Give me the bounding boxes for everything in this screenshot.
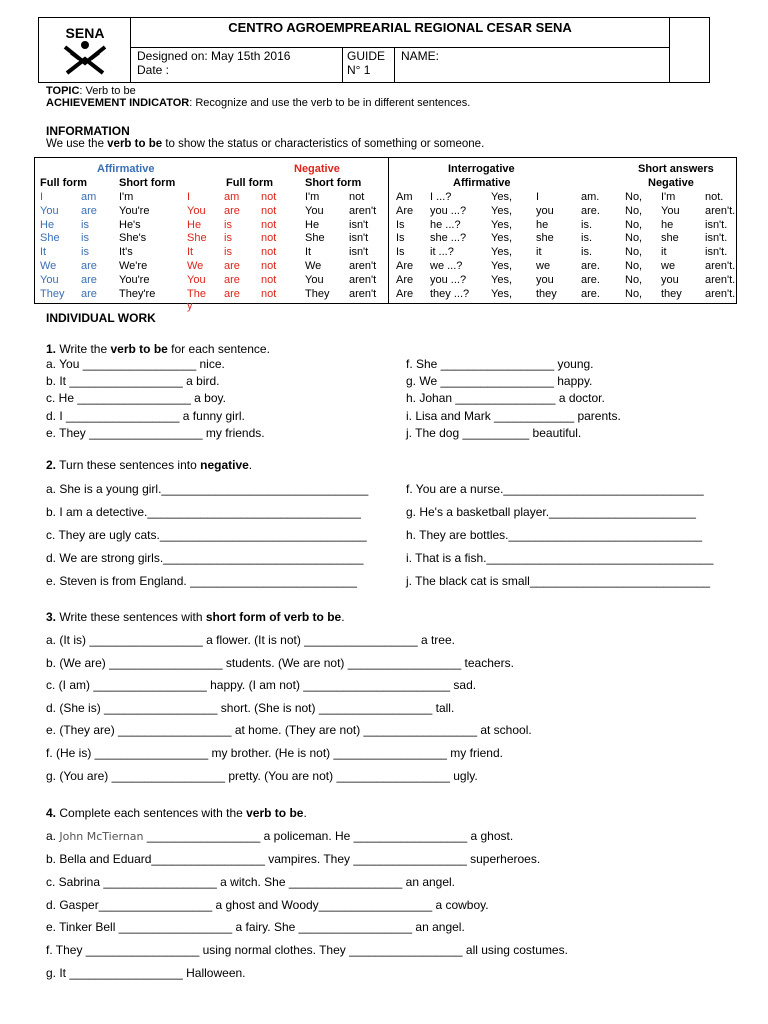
guide-number: N° 1 — [347, 63, 371, 77]
aff-full-pron-row-2: He — [40, 218, 55, 231]
grammar-table — [34, 157, 737, 312]
neg-short-verb-row-3: isn't — [349, 232, 369, 245]
ex4-a-pre: a. — [46, 829, 60, 843]
neg-full-pron-row-2: He — [187, 218, 202, 231]
ex4-a-name: John McTiernan — [59, 830, 144, 843]
ex3-num: 3. — [46, 610, 57, 624]
int-pron-row-3: she ...? — [430, 232, 467, 245]
ex4-post: . — [303, 806, 307, 820]
no-row-7: No, — [625, 287, 643, 300]
ex1-item-1: b. It _________________ a bird. — [46, 374, 220, 389]
int-verb-row-7: Are — [396, 287, 414, 300]
neg-full-verb-row-2: is — [224, 218, 232, 231]
ex3-item-2: c. (I am) _________________ happy. (I am not) ______________________ sad. — [46, 678, 477, 693]
int-pron-row-4: it ...? — [430, 246, 454, 259]
aff-short-row-0: I'm — [119, 191, 134, 203]
neg-short-pron-row-1: You — [305, 204, 324, 217]
no-pron-row-5: we — [661, 260, 676, 272]
no-verb-row-3: isn't. — [705, 232, 728, 245]
aff-short-row-5: We're — [119, 260, 148, 272]
neg-short-verb-row-7: aren't — [349, 287, 377, 300]
yes-pron-row-0: I — [536, 191, 540, 203]
neg-full-pron-row-1: You — [187, 204, 206, 217]
aff-short-row-2: He's — [119, 218, 141, 231]
yes-verb-row-5: are. — [581, 260, 600, 272]
neg-full-pron-row-5: We — [187, 260, 204, 272]
yes-row-3: Yes, — [491, 232, 513, 245]
no-pron-row-0: I'm — [661, 191, 676, 203]
ex4-bold: verb to be — [246, 806, 304, 820]
neg-full-verb-row-0: am — [224, 191, 240, 203]
affirmative-title: Affirmative — [97, 163, 155, 175]
info-bold: verb to be — [107, 138, 163, 150]
topic-value: : Verb to be — [79, 85, 136, 97]
aff-full-verb-row-3: is — [81, 232, 89, 245]
neg-full-verb-row-3: is — [224, 232, 232, 245]
yes-row-6: Yes, — [491, 273, 513, 286]
ex4-num: 4. — [46, 806, 57, 820]
interrogative-title: Interrogative — [448, 163, 515, 175]
guide-label: GUIDE — [347, 49, 386, 63]
neg-full-verb-row-5: are — [224, 260, 240, 272]
ex2-item-1: b. I am a detective.________________________________ — [46, 505, 361, 519]
info-text-after: to show the status or characteristics of something or someone. — [162, 138, 485, 150]
achievement-line — [46, 97, 470, 110]
neg-full-verb-row-6: are — [224, 273, 240, 286]
ex3-item-6: g. (You are) _________________ pretty. (You are not) _________________ ugly. — [46, 768, 478, 783]
ex2-instruction — [46, 458, 252, 472]
yes-row-2: Yes, — [491, 218, 513, 231]
yes-pron-row-6: you — [536, 273, 554, 286]
aff-short-form-header: Short form — [119, 177, 176, 189]
ex1-item-6: g. We _________________ happy. — [406, 374, 593, 389]
neg-full-pron-row-0: I — [187, 191, 191, 203]
yes-pron-row-7: they — [536, 287, 557, 300]
neg-full-not-row-0: not — [261, 191, 277, 203]
neg-full-verb-row-7: are — [224, 287, 240, 300]
neg-short-pron-row-7: They — [305, 287, 330, 300]
yes-pron-row-2: he — [536, 218, 549, 231]
aff-short-row-3: She's — [119, 232, 147, 245]
ex4-item-6: g. It _________________ Halloween. — [46, 966, 246, 980]
aff-full-pron-row-7: They — [40, 287, 65, 300]
aff-full-verb-row-0: am — [81, 191, 97, 203]
neg-short-form-header: Short form — [305, 177, 362, 189]
no-verb-row-1: aren't. — [705, 204, 736, 217]
aff-short-row-4: It's — [119, 246, 133, 259]
no-verb-row-0: not. — [705, 191, 724, 203]
ex4-a-post: _________________ a policeman. He _________________ a ghost. — [143, 829, 514, 843]
ex4-pre: Complete each sentences with the — [56, 806, 247, 820]
ex2-item-7: h. They are bottles._____________________________ — [406, 528, 703, 542]
no-row-3: No, — [625, 232, 643, 245]
no-verb-row-4: isn't. — [705, 246, 728, 259]
name-label: NAME: — [401, 49, 440, 63]
ex3-item-0: a. (It is) _________________ a flower. (It is not) _________________ a tree. — [46, 633, 455, 647]
yes-verb-row-3: is. — [581, 232, 592, 245]
int-verb-row-0: Am — [396, 191, 413, 203]
yes-row-1: Yes, — [491, 204, 513, 217]
ex3-instruction — [46, 610, 345, 624]
no-pron-row-6: you — [661, 273, 679, 286]
aff-full-verb-row-6: are — [81, 273, 97, 286]
no-row-1: No, — [625, 204, 643, 217]
no-row-6: No, — [625, 273, 643, 286]
aff-full-verb-row-5: are — [81, 260, 97, 272]
neg-full-pron-row-7: The y — [187, 287, 206, 312]
ex1-item-2: c. He _________________ a boy. — [46, 391, 226, 406]
neg-short-pron-row-5: We — [305, 260, 322, 272]
logo-text: SENA — [65, 25, 105, 41]
yes-verb-row-0: am. — [581, 191, 600, 203]
neg-full-not-row-6: not — [261, 273, 277, 286]
neg-short-pron-row-4: It — [305, 246, 312, 259]
aff-full-pron-row-0: I — [40, 191, 44, 203]
ex4-item-1: b. Bella and Eduard_________________ vampires. They _________________ superheroes. — [46, 852, 541, 866]
individual-work-title: INDIVIDUAL WORK — [46, 311, 156, 325]
neg-full-not-row-4: not — [261, 246, 277, 259]
neg-full-not-row-1: not — [261, 204, 277, 217]
info-text-before: We use the — [46, 138, 108, 150]
neg-full-verb-row-1: are — [224, 204, 240, 217]
ex2-item-6: g. He's a basketball player.______________________ — [406, 505, 696, 519]
no-row-0: No, — [625, 191, 643, 203]
aff-short-row-6: You're — [119, 273, 150, 286]
no-pron-row-4: it — [661, 246, 667, 259]
neg-short-pron-row-3: She — [305, 232, 325, 245]
aff-full-verb-row-1: are — [81, 204, 97, 217]
ex1-item-8: i. Lisa and Mark ____________ parents. — [406, 408, 621, 423]
neg-short-pron-row-6: You — [305, 273, 324, 286]
int-verb-row-5: Are — [396, 260, 414, 272]
int-pron-row-7: they ...? — [430, 287, 470, 300]
ex2-item-3: d. We are strong girls.______________________________ — [46, 551, 364, 565]
aff-short-row-1: You're — [119, 204, 150, 217]
neg-full-pron-row-6: You — [187, 273, 206, 286]
ex1-item-5: f. She _________________ young. — [406, 357, 594, 371]
ex4-instruction — [46, 806, 307, 820]
ex1-item-7: h. Johan _______________ a doctor. — [406, 391, 605, 406]
yes-pron-row-3: she — [536, 232, 554, 245]
ex3-post: . — [341, 610, 345, 624]
negative-title: Negative — [294, 163, 340, 175]
aff-short-row-7: They're — [119, 287, 156, 300]
aff-full-verb-row-7: are — [81, 287, 97, 300]
yes-row-5: Yes, — [491, 260, 513, 272]
aff-full-verb-row-4: is — [81, 246, 89, 259]
ex1-item-3: d. I _________________ a funny girl. — [46, 408, 245, 423]
no-pron-row-7: they — [661, 287, 682, 300]
aff-full-pron-row-3: She — [40, 232, 60, 245]
ex3-item-5: f. (He is) _________________ my brother. (He is not) _________________ my friend. — [46, 746, 503, 760]
neg-full-not-row-3: not — [261, 232, 277, 245]
aff-full-pron-row-5: We — [40, 260, 57, 272]
ex1-post: for each sentence. — [167, 342, 270, 356]
header-table — [38, 17, 710, 83]
int-pron-row-5: we ...? — [430, 260, 463, 272]
no-verb-row-6: aren't. — [705, 273, 736, 286]
short-answers-sub: Negative — [648, 177, 694, 189]
name-field[interactable] — [395, 48, 669, 82]
ex2-item-2: c. They are ugly cats._______________________________ — [46, 528, 367, 542]
neg-short-verb-row-2: isn't — [349, 218, 369, 231]
neg-short-pron-row-2: He — [305, 218, 320, 231]
ex2-item-4: e. Steven is from England. _________________________ — [46, 574, 357, 588]
guide-cell — [343, 48, 395, 82]
yes-row-0: Yes, — [491, 191, 513, 203]
topic-label: TOPIC — [46, 85, 80, 97]
neg-full-not-row-7: not — [261, 287, 277, 300]
no-row-2: No, — [625, 218, 643, 231]
yes-row-7: Yes, — [491, 287, 513, 300]
ex1-item-9: j. The dog __________ beautiful. — [406, 425, 582, 440]
table-divider — [388, 158, 389, 303]
yes-pron-row-1: you — [536, 204, 554, 217]
ex4-item-5: f. They _________________ using normal clothes. They _________________ all using costumes. — [46, 943, 568, 958]
ex2-num: 2. — [46, 458, 57, 472]
ex4-item-2: c. Sabrina _________________ a witch. She _________________ an angel. — [46, 874, 456, 889]
institution-title: CENTRO AGROEMPREARIAL REGIONAL CESAR SENA — [131, 18, 669, 48]
int-pron-row-6: you ...? — [430, 273, 467, 286]
ex2-item-5: f. You are a nurse.______________________________ — [406, 482, 704, 496]
achievement-label: ACHIEVEMENT INDICATOR — [46, 97, 190, 109]
neg-full-pron-row-3: She — [187, 232, 207, 245]
ex2-item-9: j. The black cat is small___________________________ — [406, 574, 711, 588]
neg-short-pron-row-0: I'm — [305, 191, 320, 203]
yes-verb-row-6: are. — [581, 273, 600, 286]
ex4-item-a — [46, 829, 513, 844]
neg-short-verb-row-0: not — [349, 191, 365, 203]
short-answers-title: Short answers — [638, 163, 714, 175]
no-pron-row-1: You — [661, 204, 680, 217]
no-pron-row-2: he — [661, 218, 674, 231]
ex1-pre: Write the — [56, 342, 111, 356]
int-verb-row-4: Is — [396, 246, 405, 259]
information-title: INFORMATION — [46, 124, 130, 138]
ex1-bold: verb to be — [110, 342, 168, 356]
int-verb-row-2: Is — [396, 218, 405, 231]
yes-verb-row-4: is. — [581, 246, 592, 259]
int-verb-row-6: Are — [396, 273, 414, 286]
no-verb-row-2: isn't. — [705, 218, 728, 231]
logo-cell — [39, 18, 131, 82]
aff-full-verb-row-2: is — [81, 218, 89, 231]
no-verb-row-5: aren't. — [705, 260, 736, 272]
int-pron-row-1: you ...? — [430, 204, 467, 217]
aff-full-pron-row-4: It — [40, 246, 47, 259]
ex4-item-3: d. Gasper_________________ a ghost and Woody_________________ a cowboy. — [46, 897, 489, 912]
ex2-item-8: i. That is a fish.__________________________________ — [406, 551, 714, 565]
yes-verb-row-2: is. — [581, 218, 592, 231]
int-pron-row-0: I ...? — [430, 191, 452, 203]
neg-short-verb-row-4: isn't — [349, 246, 369, 259]
ex2-item-0: a. She is a young girl._______________________________ — [46, 482, 369, 496]
int-verb-row-1: Are — [396, 204, 414, 217]
no-row-4: No, — [625, 246, 643, 259]
ex4-item-4: e. Tinker Bell _________________ a fairy. She _________________ an angel. — [46, 920, 465, 935]
interrogative-sub: Affirmative — [453, 177, 511, 189]
no-pron-row-3: she — [661, 232, 679, 245]
neg-short-verb-row-5: aren't — [349, 260, 377, 272]
int-pron-row-2: he ...? — [430, 218, 461, 231]
no-row-5: No, — [625, 260, 643, 272]
yes-verb-row-7: are. — [581, 287, 600, 300]
ex3-bold: short form of verb to be — [205, 610, 342, 624]
designed-on: Designed on: May 15th 2016 — [137, 49, 291, 63]
aff-full-pron-row-1: You — [40, 204, 59, 217]
no-verb-row-7: aren't. — [705, 287, 736, 300]
neg-full-verb-row-4: is — [224, 246, 232, 259]
neg-full-not-row-5: not — [261, 260, 277, 272]
ex3-item-1: b. (We are) _________________ students. (We are not) _________________ teachers. — [46, 655, 514, 670]
ex1-item-4: e. They _________________ my friends. — [46, 425, 265, 440]
ex2-post: . — [248, 458, 253, 472]
ex1-item-0: a. You _________________ nice. — [46, 357, 225, 371]
yes-pron-row-4: it — [536, 246, 542, 259]
sena-logo — [49, 23, 121, 77]
date-label: Date : — [137, 63, 170, 77]
ex1-num: 1. — [46, 342, 57, 356]
neg-short-verb-row-1: aren't — [349, 204, 377, 217]
ex1-instruction — [46, 342, 270, 356]
ex3-item-4: e. (They are) _________________ at home. (They are not) _________________ at school. — [46, 723, 532, 738]
ex2-bold: negative — [200, 458, 249, 472]
ex3-pre: Write these sentences with — [56, 610, 206, 624]
ex2-pre: Turn these sentences into — [56, 458, 201, 472]
neg-full-pron-row-4: It — [187, 246, 194, 259]
ex3-item-3: d. (She is) _________________ short. (She is not) _________________ tall. — [46, 700, 455, 715]
neg-full-not-row-2: not — [261, 218, 277, 231]
achievement-value: : Recognize and use the verb to be in different sentences. — [189, 97, 471, 109]
neg-full-form-header: Full form — [226, 177, 274, 189]
yes-row-4: Yes, — [491, 246, 513, 259]
header-right-cell — [669, 18, 709, 82]
designed-cell — [131, 48, 343, 82]
yes-verb-row-1: are. — [581, 204, 600, 217]
aff-full-pron-row-6: You — [40, 273, 59, 286]
int-verb-row-3: Is — [396, 232, 405, 245]
aff-full-form-header: Full form — [40, 177, 88, 189]
information-text — [46, 138, 484, 151]
neg-short-verb-row-6: aren't — [349, 273, 377, 286]
yes-pron-row-5: we — [536, 260, 551, 272]
